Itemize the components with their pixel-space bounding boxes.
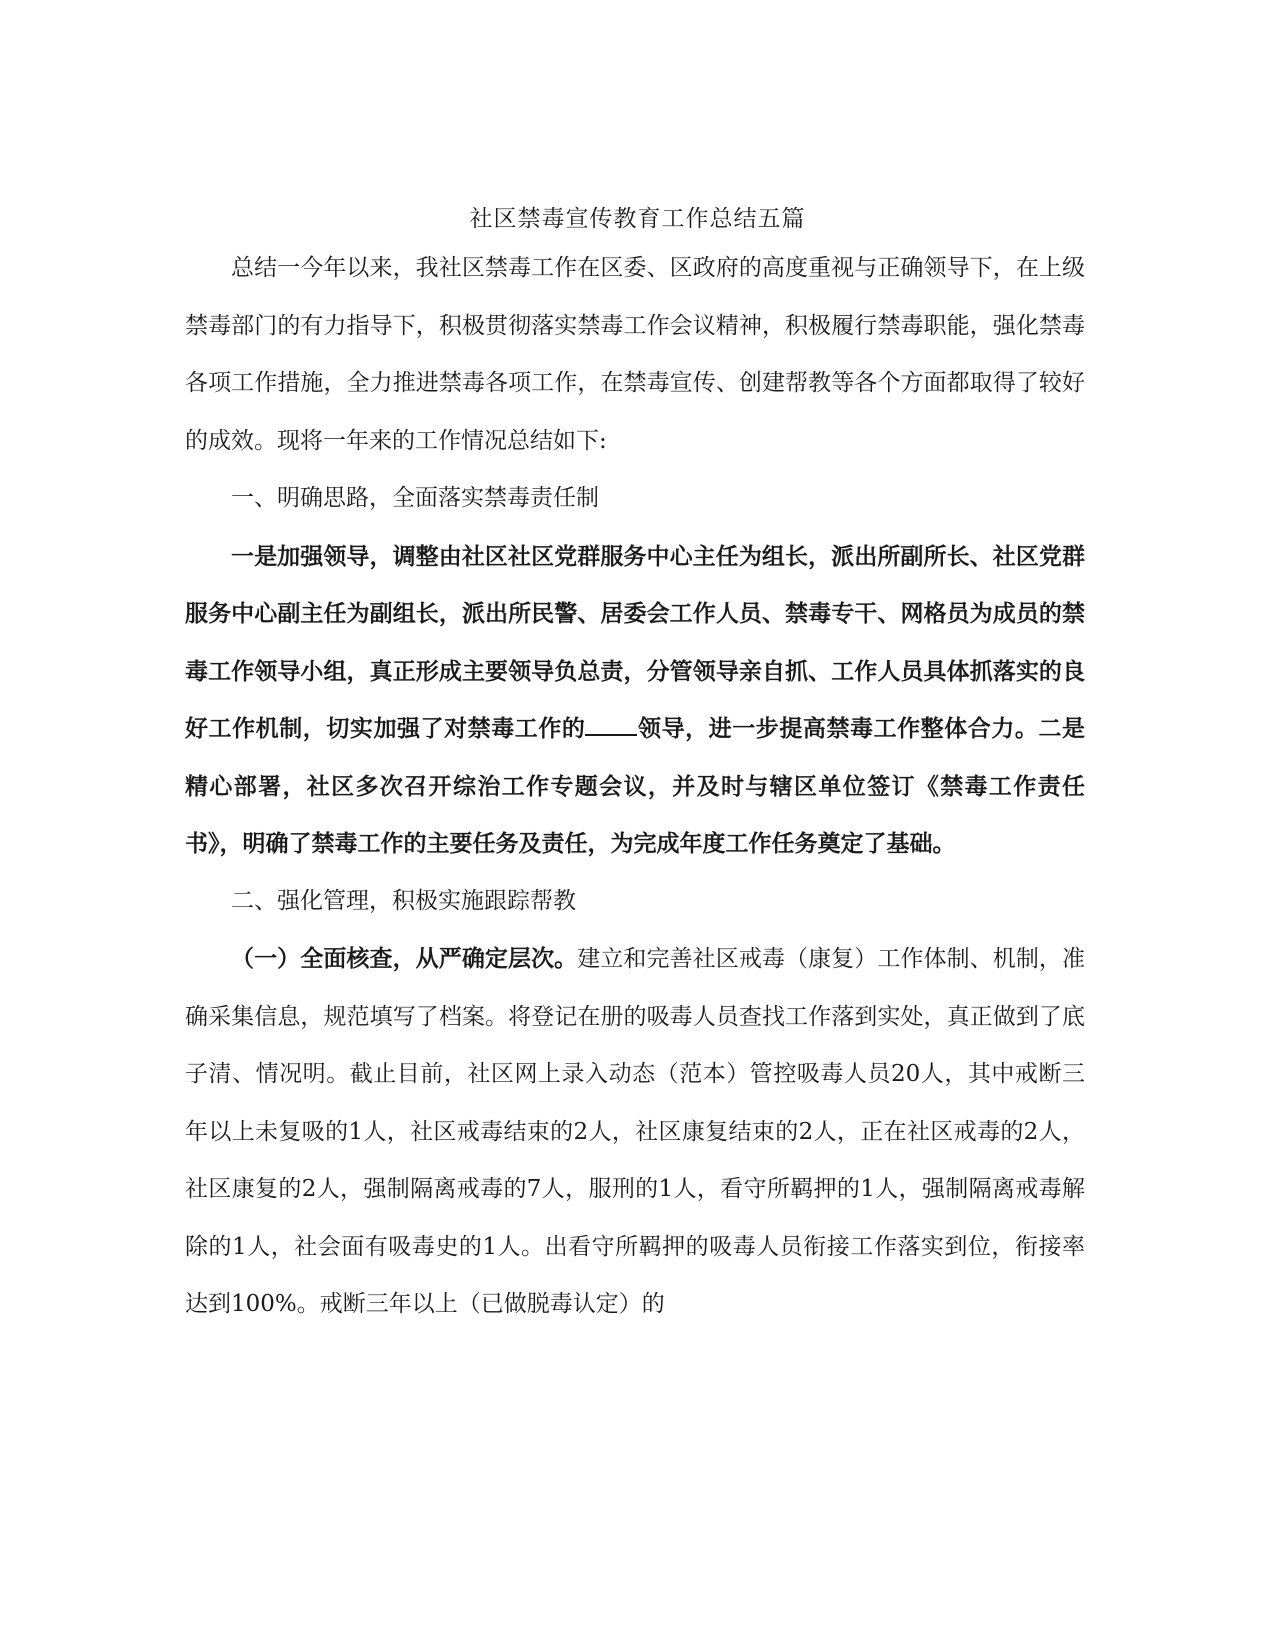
document-body (185, 240, 1085, 1334)
document-title: 社区禁毒宣传教育工作总结五篇 (469, 206, 806, 232)
paragraph-verification-body: 建立和完善社区戒毒（康复）工作体制、机制，准确采集信息，规范填写了档案。将登记在册的吸毒人员查找工作落到实处，真正做到了底子清、情况明。截止目前，社区网上录入动态（范本）管控吸毒人员20人，其中戒断三年以上未复吸的1人，社区戒毒结束的2人，社区康复结束的2人，正在社区戒毒的2人，社区康复的2人，强制隔离戒毒的7人，服刑的1人，看守所羁押的1人，强制隔离戒毒解除的1人，社会面有吸毒史的1人。出看守所羁押的吸毒人员衔接工作落实到位，衔接率达到100%。戒断三年以上（已做脱毒认定）的 (185, 946, 1086, 1317)
section-heading-1: 一、明确思路，全面落实禁毒责任制 (231, 485, 599, 511)
paragraph-verification (185, 930, 1085, 1334)
paragraph-intro: 总结一今年以来，我社区禁毒工作在区委、区政府的高度重视与正确领导下，在上级禁毒部门的有力指导下，积极贯彻落实禁毒工作会议精神，积极履行禁毒职能，强化禁毒各项工作措施，全力推进禁毒各项工作，在禁毒宣传、创建帮教等各个方面都取得了较好的成效。现将一年来的工作情况总结如下: (185, 255, 1085, 454)
fill-blank (585, 714, 637, 736)
section-heading-2: 二、强化管理，积极实施跟踪帮教 (231, 887, 576, 914)
paragraph-leadership-part1: 一是加强领导，调整由社区社区党群服务中心主任为组长，派出所副所长、社区党群服务中心副主任为副组长，派出所民警、居委会工作人员、禁毒专干、网格员为成员的禁毒工作领导小组，真正形成主要领导负总责，分管领导亲自抓、工作人员具体抓落实的良好工作机制，切实加强了对禁毒工作的 (185, 542, 1085, 742)
paragraph-leadership (185, 528, 1085, 873)
subheading-verification: （一）全面核查，从严确定层次。 (231, 945, 578, 972)
paragraph-leadership-part2: 领导，进一步提高禁毒工作整体合力。二是精心部署，社区多次召开综治工作专题会议，并及时与辖区单位签订《禁毒工作责任书》，明确了禁毒工作的主要任务及责任，为完成年度工作任务奠定了基础。 (185, 715, 1086, 857)
